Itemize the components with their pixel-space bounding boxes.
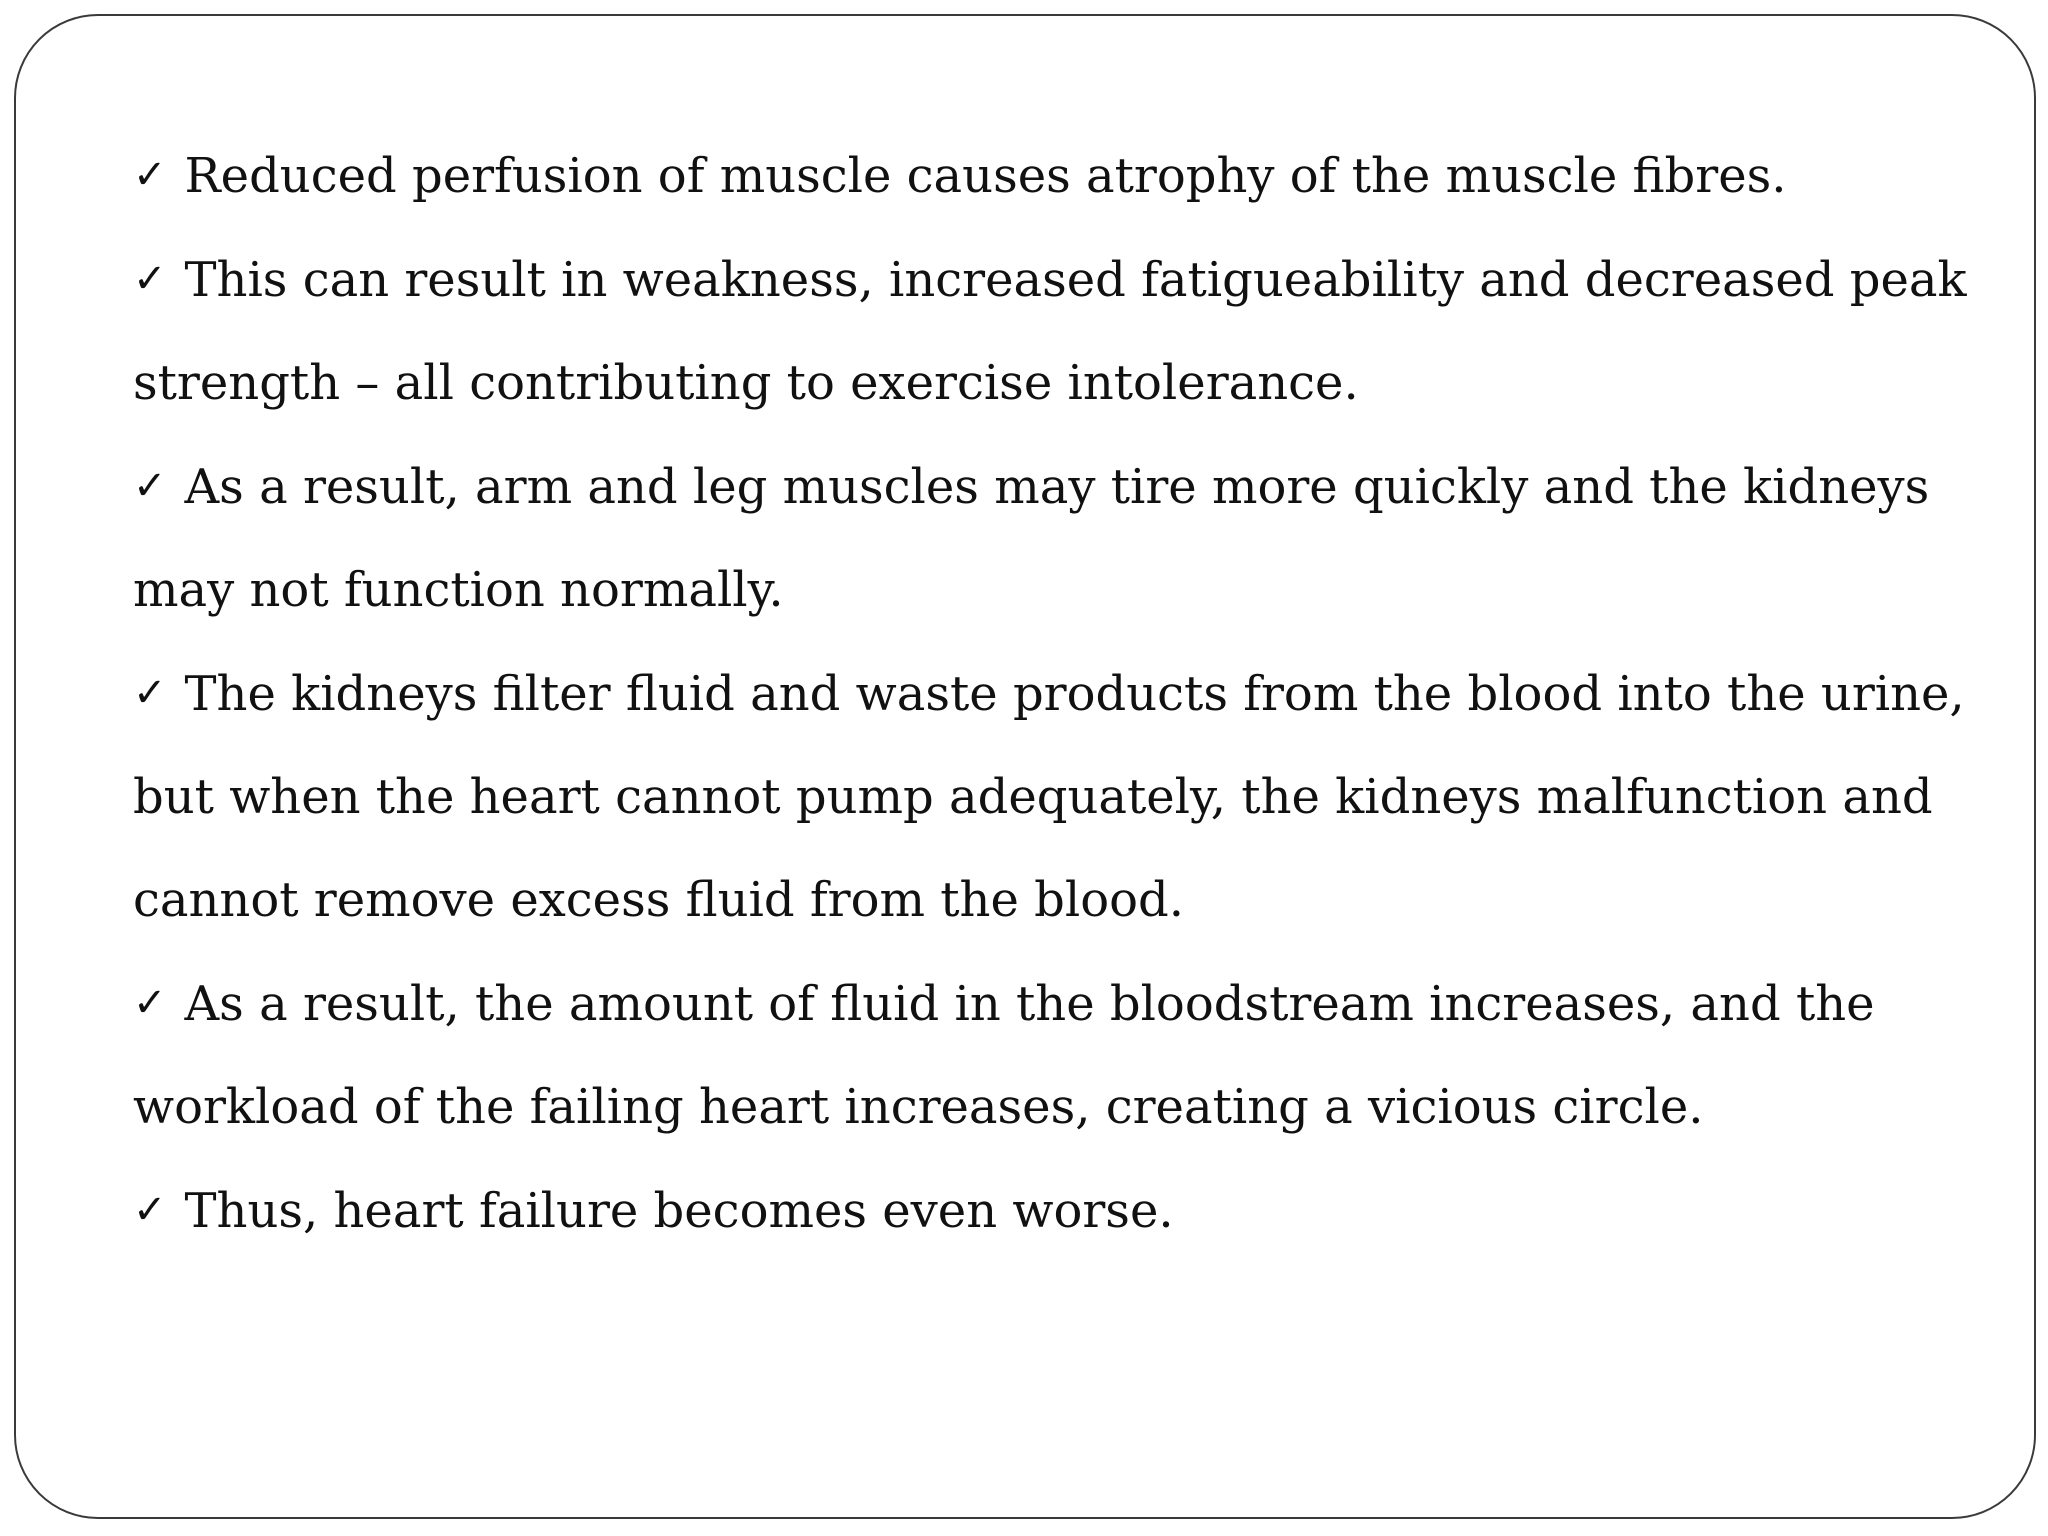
bullet-line: strength – all contributing to exercise intolerance. bbox=[133, 355, 1359, 411]
bullet-item bbox=[133, 952, 2013, 1159]
bullet-line: but when the heart cannot pump adequately, the kidneys malfunction and bbox=[133, 769, 1933, 825]
bullet-line: cannot remove excess fluid from the blood. bbox=[133, 872, 1184, 928]
check-icon: ✓ bbox=[133, 670, 167, 716]
bullet-line: Thus, heart failure becomes even worse. bbox=[184, 1183, 1174, 1239]
bullet-line: may not function normally. bbox=[133, 562, 784, 618]
bullet-line: workload of the failing heart increases, creating a vicious circle. bbox=[133, 1079, 1704, 1135]
bullet-list bbox=[133, 124, 2013, 1263]
check-icon: ✓ bbox=[133, 980, 167, 1026]
slide-frame bbox=[14, 14, 2036, 1519]
bullet-item bbox=[133, 435, 2013, 642]
bullet-line: As a result, arm and leg muscles may tire more quickly and the kidneys bbox=[184, 459, 1930, 515]
bullet-item bbox=[133, 1159, 2013, 1263]
bullet-line: As a result, the amount of fluid in the bloodstream increases, and the bbox=[184, 976, 1875, 1032]
bullet-item bbox=[133, 124, 2013, 228]
bullet-line: The kidneys filter fluid and waste products from the blood into the urine, bbox=[184, 666, 1965, 722]
bullet-item bbox=[133, 642, 2013, 952]
bullet-item bbox=[133, 228, 2013, 435]
check-icon: ✓ bbox=[133, 256, 167, 302]
check-icon: ✓ bbox=[133, 1187, 167, 1233]
bullet-line: This can result in weakness, increased fatigueability and decreased peak bbox=[184, 252, 1967, 308]
check-icon: ✓ bbox=[133, 463, 167, 509]
check-icon: ✓ bbox=[133, 152, 167, 198]
bullet-line: Reduced perfusion of muscle causes atrophy of the muscle fibres. bbox=[184, 148, 1787, 204]
